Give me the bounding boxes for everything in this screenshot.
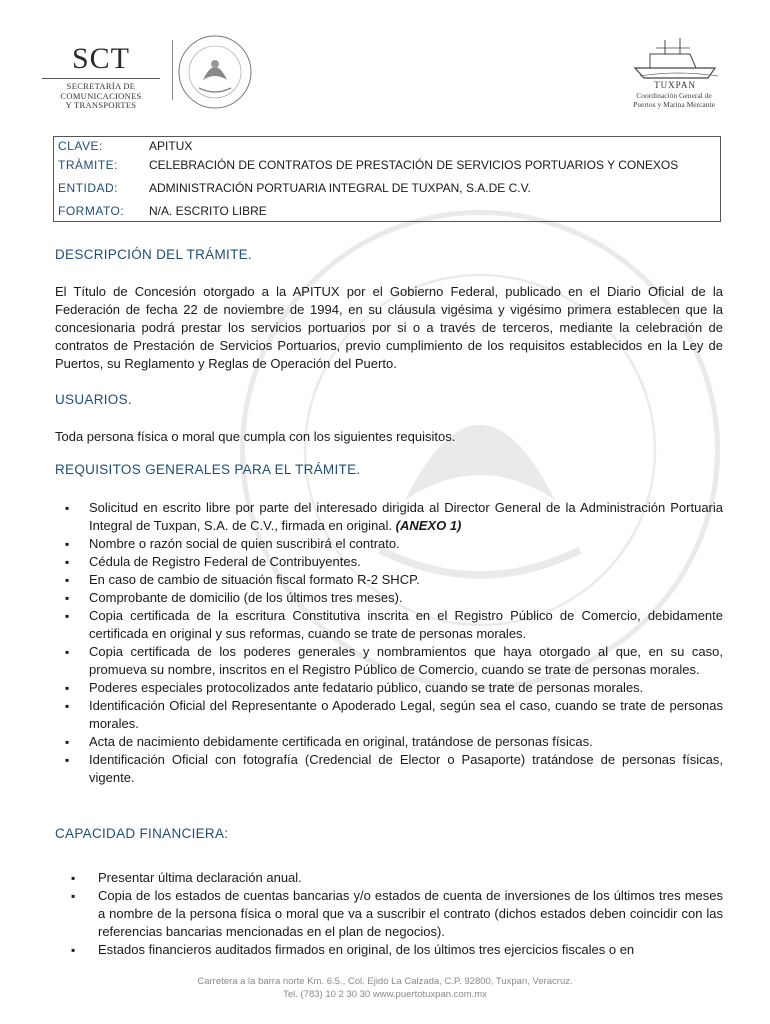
list-item: ▪ Identificación Oficial del Representante o Apoderado Legal, según sea el caso, cuando se trate de personas morales. — [55, 697, 723, 733]
capacidad-heading: CAPACIDAD FINANCIERA: — [55, 826, 229, 841]
list-item — [55, 499, 723, 535]
list-item: ▪ Presentar última declaración anual. — [55, 869, 723, 887]
list-item: ▪ Estados financieros auditados firmados en original, de los últimos tres ejercicios fiscales o en — [55, 941, 723, 959]
list-item: ▪ Copia certificada de la escritura Constitutiva inscrita en el Registro Público de Comercio, debidamente certificada en original y sus reformas, cuando se trate de personas morales. — [55, 607, 723, 643]
clave-row — [54, 139, 720, 159]
sct-line-2: COMUNICACIONES — [60, 90, 142, 101]
list-item: ▪ Copia certificada de los poderes generales y nombramientos que haya otorgado al que, en su caso, promueva su nombre, inscritos en el Registro Público de Comercio, cuando se trate de personas morales. — [55, 643, 723, 679]
formato-label: FORMATO: — [58, 204, 125, 218]
formato-row — [54, 204, 720, 224]
requisitos-heading: REQUISITOS GENERALES PARA EL TRÁMITE. — [55, 462, 361, 477]
entidad-value: ADMINISTRACIÓN PORTUARIA INTEGRAL DE TUXPAN, S.A.DE C.V. — [149, 181, 531, 195]
page-footer — [0, 975, 770, 1001]
tuxpan-ship-logo-icon — [630, 32, 725, 82]
document-header — [0, 0, 770, 125]
list-item: ▪ Comprobante de domicilio (de los últimos tres meses). — [55, 589, 723, 607]
requisitos-list — [55, 499, 723, 787]
footer-contact: Tel. (783) 10 2 30 30 www.puertotuxpan.com.mx — [283, 989, 487, 1000]
tramite-row — [54, 158, 720, 178]
sct-divider — [42, 78, 160, 79]
clave-value: APITUX — [149, 139, 193, 153]
footer-address: Carretera a la barra norte Km. 6.5., Col. Ejido La Calzada, C.P. 92800, Tuxpan, Veracruz. — [197, 976, 573, 987]
tramite-value: CELEBRACIÓN DE CONTRATOS DE PRESTACIÓN DE SERVICIOS PORTUARIOS Y CONEXOS — [149, 158, 679, 172]
capacidad-list — [55, 869, 723, 959]
estados-unidos-mexicanos-seal-icon — [175, 32, 255, 112]
list-item: ▪ Nombre o razón social de quien suscribirá el contrato. — [55, 535, 723, 553]
clave-label: CLAVE: — [58, 139, 103, 153]
usuarios-heading: USUARIOS. — [55, 392, 132, 407]
list-item: ▪ En caso de cambio de situación fiscal formato R-2 SHCP. — [55, 571, 723, 589]
list-item: ▪ Poderes especiales protocolizados ante fedatario público, cuando se trate de personas morales. — [55, 679, 723, 697]
usuarios-paragraph: Toda persona física o moral que cumpla con los siguientes requisitos. — [55, 429, 456, 444]
logo-divider — [172, 40, 173, 100]
formato-value: N/A. ESCRITO LIBRE — [149, 204, 267, 218]
sct-logo — [42, 42, 160, 111]
list-item: ▪ Identificación Oficial con fotografía (Credencial de Elector o Pasaporte) tratándose de personas físicas, vigente. — [55, 751, 723, 787]
tuxpan-name: TUXPAN — [654, 80, 696, 90]
entidad-row — [54, 181, 720, 201]
sct-line-3: Y TRANSPORTES — [65, 100, 137, 110]
sct-line-1: SECRETARÍA DE — [66, 81, 136, 91]
tramite-label: TRÀMITE: — [58, 158, 118, 172]
list-item: ▪ Copia de los estados de cuentas bancarias y/o estados de cuenta de inversiones de los últimos tres meses a nombre de la persona física o moral que va a suscribir el contrato (dichos estados deben coincidir con las referencias bancarias mencionadas en el plan de negocios). — [55, 887, 723, 941]
requisito-text: Solicitud en escrito libre por parte del interesado dirigida al Director General de la Administración Portuaria Integral de Tuxpan, S.A. de C.V., firmada en original. — [89, 500, 723, 533]
tramite-info-box — [53, 136, 721, 222]
descripcion-paragraph: El Título de Concesión otorgado a la APITUX por el Gobierno Federal, publicado en el Diario Oficial de la Federación de fecha 22 de noviembre de 1994, en su cláusula vigésima y vigésimo primera establecen que la concesionaria podrá prestar los servicios portuarios por si o a través de terceros, mediante la celebración de contratos de Prestación de Servicios Portuarios, previo cumplimiento de los requisitos establecidos en la Ley de Puertos, su Reglamento y Reglas de Operación del Puerto. — [55, 284, 723, 371]
anexo-reference: (ANEXO 1) — [395, 518, 462, 533]
descripcion-heading: DESCRIPCIÓN DEL TRÁMITE. — [55, 247, 252, 262]
tuxpan-subtitle — [615, 92, 733, 109]
tuxpan-line-2: Puertos y Marina Mercante — [633, 99, 715, 109]
tuxpan-line-1: Coordinación General de — [636, 91, 712, 100]
list-item: ▪ Cédula de Registro Federal de Contribuyentes. — [55, 553, 723, 571]
entidad-label: ENTIDAD: — [58, 181, 119, 195]
list-item: ▪ Acta de nacimiento debidamente certificada en original, tratándose de personas físicas. — [55, 733, 723, 751]
sct-title: SCT — [71, 42, 131, 75]
